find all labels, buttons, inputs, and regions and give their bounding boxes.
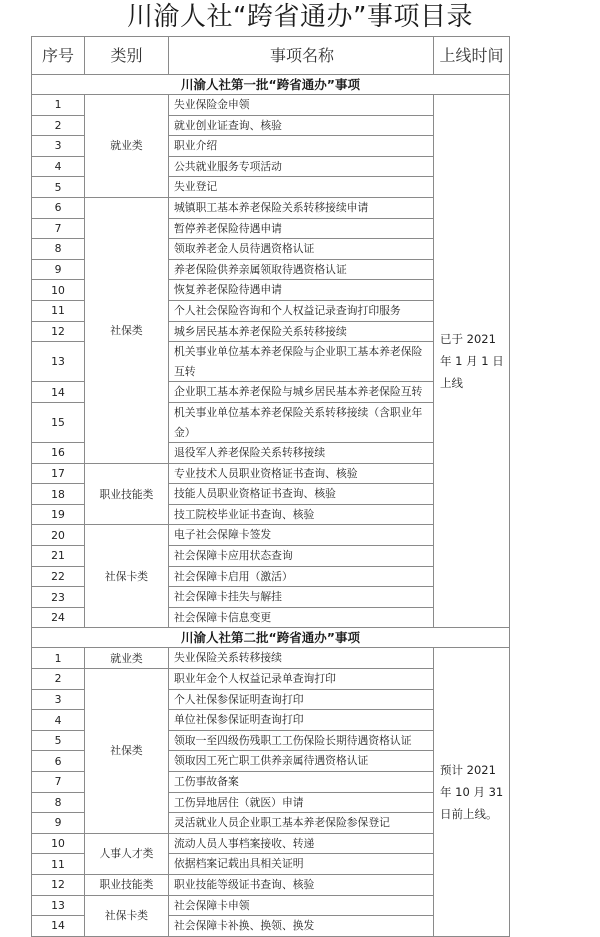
item-number: 5 [32,730,85,751]
item-name: 社会保障卡启用（激活） [169,566,434,587]
item-number: 2 [32,669,85,690]
item-number: 5 [32,177,85,198]
item-category: 社保卡类 [85,525,169,628]
item-number: 19 [32,504,85,525]
item-number: 9 [32,259,85,280]
item-number: 10 [32,833,85,854]
item-number: 22 [32,566,85,587]
item-number: 16 [32,443,85,464]
item-number: 9 [32,813,85,834]
section-row [32,628,510,648]
item-name: 电子社会保障卡签发 [169,525,434,546]
item-name: 公共就业服务专项活动 [169,156,434,177]
item-number: 7 [32,772,85,793]
item-category: 人事人才类 [85,833,169,874]
item-number: 4 [32,710,85,731]
item-category: 社保类 [85,197,169,463]
item-number: 15 [32,402,85,442]
section-title: 川渝人社第一批“跨省通办”事项 [32,75,510,95]
item-number: 18 [32,484,85,505]
catalog-table [31,36,510,937]
table-header-row [32,37,510,75]
item-number: 6 [32,197,85,218]
item-name: 暂停养老保险待遇申请 [169,218,434,239]
item-name: 失业保险关系转移接续 [169,648,434,669]
header-category: 类别 [85,37,169,75]
header-no: 序号 [32,37,85,75]
item-number: 11 [32,300,85,321]
item-name: 技工院校毕业证书查询、核验 [169,504,434,525]
item-name: 专业技术人员职业资格证书查询、核验 [169,463,434,484]
item-category: 就业类 [85,95,169,198]
item-name: 依据档案记载出具相关证明 [169,854,434,875]
item-number: 6 [32,751,85,772]
item-name: 个人社保参保证明查询打印 [169,689,434,710]
table-row [32,648,510,669]
table-row [32,95,510,116]
item-category: 就业类 [85,648,169,669]
item-name: 退役军人养老保险关系转移接续 [169,443,434,464]
item-name: 流动人员人事档案接收、转递 [169,833,434,854]
item-name: 工伤异地居住（就医）申请 [169,792,434,813]
item-number: 24 [32,607,85,628]
item-category: 社保类 [85,669,169,834]
item-category: 社保卡类 [85,895,169,936]
item-name: 领取因工死亡职工供养亲属待遇资格认证 [169,751,434,772]
page-title: 川渝人社“跨省通办”事项目录 [127,2,473,32]
item-number: 12 [32,874,85,895]
launch-time: 已于 2021 年 1 月 1 日上线 [434,95,510,628]
item-name: 领取一至四级伤残职工工伤保险长期待遇资格认证 [169,730,434,751]
item-name: 社会保障卡补换、换领、换发 [169,916,434,937]
item-name: 社会保障卡挂失与解挂 [169,587,434,608]
item-category: 职业技能类 [85,463,169,525]
item-name: 单位社保参保证明查询打印 [169,710,434,731]
item-number: 8 [32,792,85,813]
item-number: 14 [32,916,85,937]
item-name: 社会保障卡信息变更 [169,607,434,628]
item-number: 3 [32,689,85,710]
item-name: 技能人员职业资格证书查询、核验 [169,484,434,505]
item-name: 社会保障卡申领 [169,895,434,916]
launch-time: 预计 2021 年 10 月 31 日前上线。 [434,648,510,936]
item-name: 城乡居民基本养老保险关系转移接续 [169,321,434,342]
header-name: 事项名称 [169,37,434,75]
item-name: 灵活就业人员企业职工基本养老保险参保登记 [169,813,434,834]
item-number: 12 [32,321,85,342]
item-name: 失业保险金申领 [169,95,434,116]
item-name: 恢复养老保险待遇申请 [169,280,434,301]
item-number: 13 [32,895,85,916]
item-number: 3 [32,136,85,157]
item-name: 就业创业证查询、核验 [169,115,434,136]
item-name: 社会保障卡应用状态查询 [169,546,434,567]
item-name: 养老保险供养亲属领取待遇资格认证 [169,259,434,280]
section-title: 川渝人社第二批“跨省通办”事项 [32,628,510,648]
item-number: 1 [32,95,85,116]
item-category: 职业技能类 [85,874,169,895]
item-name: 机关事业单位基本养老保险关系转移接续（含职业年金） [169,402,434,442]
item-number: 4 [32,156,85,177]
item-name: 企业职工基本养老保险与城乡居民基本养老保险互转 [169,382,434,403]
item-number: 20 [32,525,85,546]
item-number: 21 [32,546,85,567]
item-name: 职业年金个人权益记录单查询打印 [169,669,434,690]
item-number: 1 [32,648,85,669]
item-name: 职业介绍 [169,136,434,157]
item-number: 14 [32,382,85,403]
item-number: 10 [32,280,85,301]
item-name: 工伤事故备案 [169,772,434,793]
item-number: 2 [32,115,85,136]
item-name: 领取养老金人员待遇资格认证 [169,239,434,260]
item-number: 11 [32,854,85,875]
item-number: 17 [32,463,85,484]
item-name: 个人社会保险咨询和个人权益记录查询打印服务 [169,300,434,321]
item-name: 失业登记 [169,177,434,198]
header-time: 上线时间 [434,37,510,75]
item-name: 机关事业单位基本养老保险与企业职工基本养老保险互转 [169,342,434,382]
section-row [32,75,510,95]
item-number: 23 [32,587,85,608]
item-number: 7 [32,218,85,239]
item-name: 城镇职工基本养老保险关系转移接续申请 [169,197,434,218]
item-number: 13 [32,342,85,382]
item-number: 8 [32,239,85,260]
item-name: 职业技能等级证书查询、核验 [169,874,434,895]
